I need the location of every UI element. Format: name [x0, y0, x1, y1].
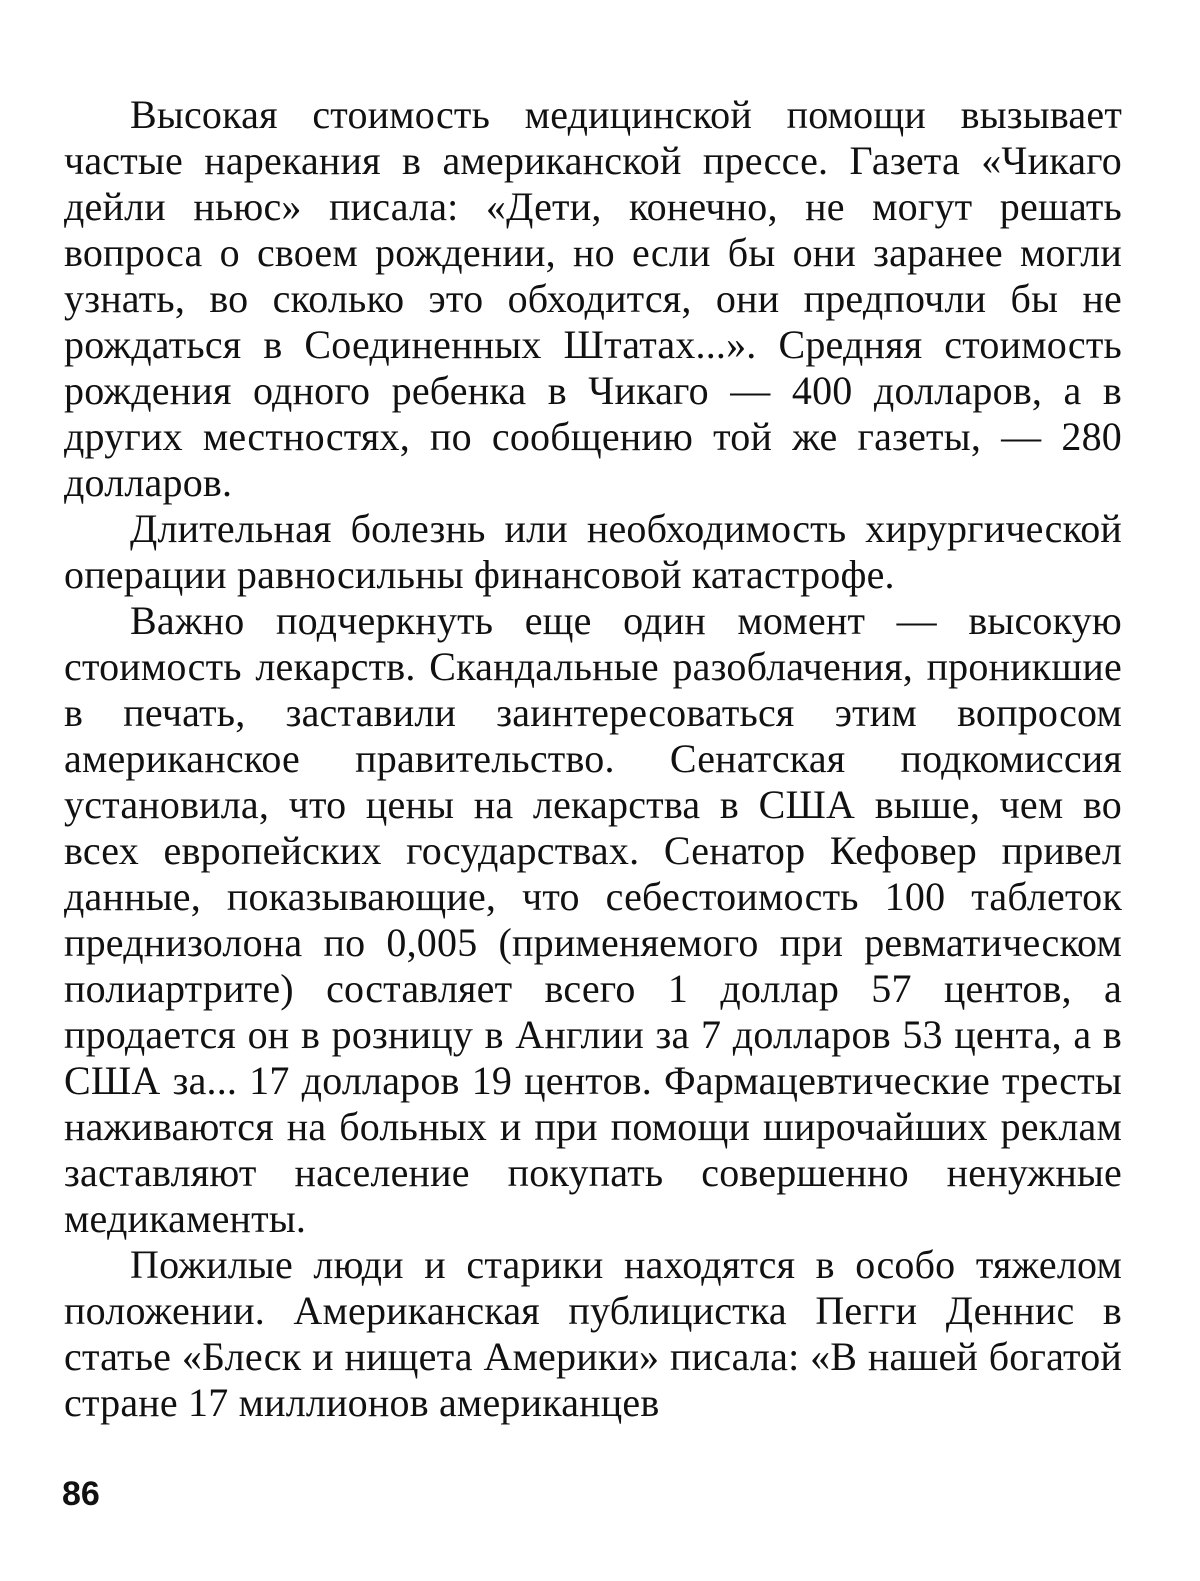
paragraph-3: Важно подчеркнуть еще один момент — высокую стоимость лекарств. Скандальные разоблачения, проникшие в печать, заставили заинтересоваться этим вопросом американское правительство. Сенатская подкомиссия установила, что цены на лекарства в США выше, чем во всех европейских государствах. Сенатор Кефовер привел данные, показывающие, что себестоимость 100 таблеток преднизолона по 0,005 (применяемого при ревматическом полиартрите) составляет всего 1 доллар 57 центов, а продается он в розницу в Англии за 7 долларов 53 цента, а в США за... 17 долларов 19 центов. Фармацевтические тресты наживаются на больных и при помощи широчайших реклам заставляют население покупать совершенно ненужные медикаменты. [64, 598, 1122, 1241]
paragraph-2: Длительная болезнь или необходимость хирургической операции равносильны финансовой катастрофе. [64, 506, 1122, 597]
page-number: 86 [62, 1475, 100, 1513]
paragraph-1: Высокая стоимость медицинской помощи вызывает частые нарекания в американской прессе. Газета «Чикаго дейли ньюс» писала: «Дети, конечно, не могут решать вопроса о своем рождении, но если бы они заранее могли узнать, во сколько это обходится, они предпочли бы не рождаться в Соединенных Штатах...». Средняя стоимость рождения одного ребенка в Чикаго — 400 долларов, а в других местностях, по сообщению той же газеты, — 280 долларов. [64, 92, 1122, 505]
page-body [64, 92, 1122, 1426]
paragraph-4: Пожилые люди и старики находятся в особо тяжелом положении. Американская публицистка Пегги Деннис в статье «Блеск и нищета Америки» писала: «В нашей богатой стране 17 миллионов американцев [64, 1242, 1122, 1425]
